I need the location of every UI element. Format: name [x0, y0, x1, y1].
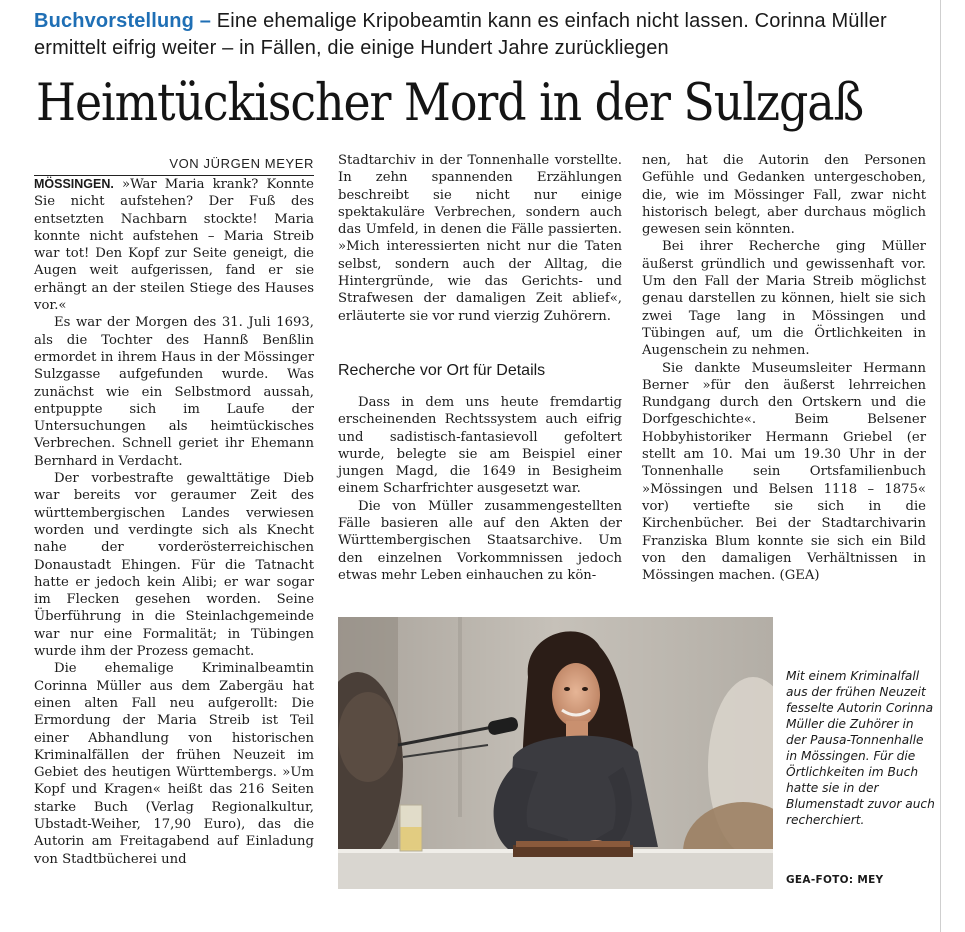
- paragraph: Der vorbestrafte gewalttätige Dieb war bereits vor geraumer Zeit des württembergischen Landes verwiesen worden und verdingte sich als Knecht nahe der vorderösterreichischen Donaustadt Ehingen. Für die Tatnacht hatte er jedoch kein Alibi; er war sogar im Flecken gesehen worden. Seine Überführung in die Steinlachgemeinde war nur eine Formalität; in Tübingen wurde ihm der Prozess gemacht.: [34, 471, 314, 660]
- kicker-lead: Buchvorstellung –: [34, 10, 212, 32]
- paragraph: Stadtarchiv in der Tonnenhalle vorstellte. In zehn spannenden Erzählungen beschreibt sie nicht nur einige spektakuläre Verbrechen, sondern auch das Umfeld, in denen die Fälle passierten. »Mich interessierten nicht nur die Taten selbst, sondern auch der Alltag, die Hintergründe, wie das Gerichts- und Strafwesen der damaligen Zeit ablief«, erläuterte sie vor rund vierzig Zuhörern.: [338, 153, 622, 324]
- paragraph: Dass in dem uns heute fremdartig erscheinenden Rechtssystem auch eifrig und sadistisch-fantasievoll gefoltert wurde, belegte sie am Beispiel einer jungen Magd, die 1649 in Besigheim einem Scharfrichter ausgesetzt war.: [338, 395, 622, 497]
- kicker: [34, 8, 924, 62]
- headline: Heimtückischer Mord in der Sulzgaß: [36, 74, 864, 133]
- subhead: Recherche vor Ort für Details: [338, 362, 546, 379]
- article-column-1: [34, 176, 314, 868]
- article-column-2b: [338, 394, 622, 584]
- paragraph: Es war der Morgen des 31. Juli 1693, als die Tochter des Hannß Benßlin ermordet in ihrem Haus in der Mössinger Sulzgasse aufgefunden wurde. Was zunächst wie ein Selbstmord aussah, entpuppte sich im Laufe der Untersuchungen als heimtückisches Verbrechen. Schnell geriet ihr Ehemann Bernhard in Verdacht.: [34, 315, 314, 469]
- paragraph: Die von Müller zusammengestellten Fälle basieren alle auf den Akten der Württembergischen Staatsarchive. Um den einzelnen Vorkommnissen jedoch etwas mehr Leben einhauchen zu kön-: [338, 498, 622, 583]
- kicker-text: Eine ehemalige Kripobeamtin kann es einfach nicht lassen. Corinna Müller ermittelt eifrig weiter – in Fällen, die einige Hundert Jahre zurückliegen: [34, 10, 887, 59]
- article-column-2: [338, 152, 622, 325]
- byline: VON JÜRGEN MEYER: [169, 156, 314, 171]
- paragraph: nen, hat die Autorin den Personen Gefühle und Gedanken untergeschoben, die, wie im Mössinger Fall, zwar nicht historisch belegt, aber durchaus möglich gewesen sein könnten.: [642, 153, 926, 238]
- paragraph: Bei ihrer Recherche ging Müller äußerst gründlich und gewissenhaft vor. Um den Fall der Maria Streib möglichst genau darstellen zu können, hielt sie sich zwei Tage lang in Mössingen und Tübingen auf, um die Örtlichkeiten in Augenschein zu nehmen.: [642, 239, 926, 359]
- photo-credit: GEA-FOTO: MEY: [786, 874, 884, 886]
- column-rule: [940, 0, 941, 932]
- paragraph: Sie dankte Museumsleiter Hermann Berner »für den äußerst lehrreichen Rundgang durch den Ortskern und die Dorfgeschichte«. Beim Belsener Hobbyhistoriker Hermann Griebel (er stellt am 10. Mai um 19.30 Uhr in der Tonnenhalle sein Ortsfamilienbuch »Mössingen und Belsen 1118 – 1875« vor) vertiefte sie sich in die Kirchenbücher. Bei der Stadtarchivarin Franziska Blum konnte sie sich ein Bild von den damaligen Verhältnissen in Mössingen machen. (GEA): [642, 360, 926, 584]
- paragraph-text: »War Maria krank? Konnte Sie nicht aufstehen? Der Fuß des entsetzten Nachbarn stockte! Maria konnte nicht aufstehen – Maria Streib war tot! Den Kopf zur Seite geneigt, die Augen weit aufgerissen, fand er sie erhängt an der steilen Stiege des Hauses vor.«: [34, 177, 314, 314]
- author-photo: [338, 617, 773, 889]
- photo-caption: Mit einem Kriminalfall aus der frühen Neuzeit fesselte Autorin Corinna Müller die Zuhörer in der Pausa-Tonnenhalle in Mössingen. Für die Örtlichkeiten im Buch hatte sie in der Blumenstadt zuvor auch recherchiert.: [786, 669, 935, 827]
- dateline: MÖSSINGEN.: [34, 177, 114, 191]
- author-photo-illustration: [338, 617, 773, 889]
- article-column-3: [642, 152, 926, 584]
- paragraph: [34, 176, 314, 314]
- paragraph: Die ehemalige Kriminalbeamtin Corinna Müller aus dem Zabergäu hat einen alten Fall neu aufgerollt: Die Ermordung der Maria Streib ist Teil einer Abhandlung von historischen Kriminalfällen der frühen Neuzeit im Gebiet des heutigen Württembergs. »Um Kopf und Kragen« heißt das 216 Seiten starke Buch (Verlag Regionalkultur, Ubstadt-Weiher, 17,90 Euro), das die Autorin am Freitagabend auf Einladung von Stadtbücherei und: [34, 661, 314, 867]
